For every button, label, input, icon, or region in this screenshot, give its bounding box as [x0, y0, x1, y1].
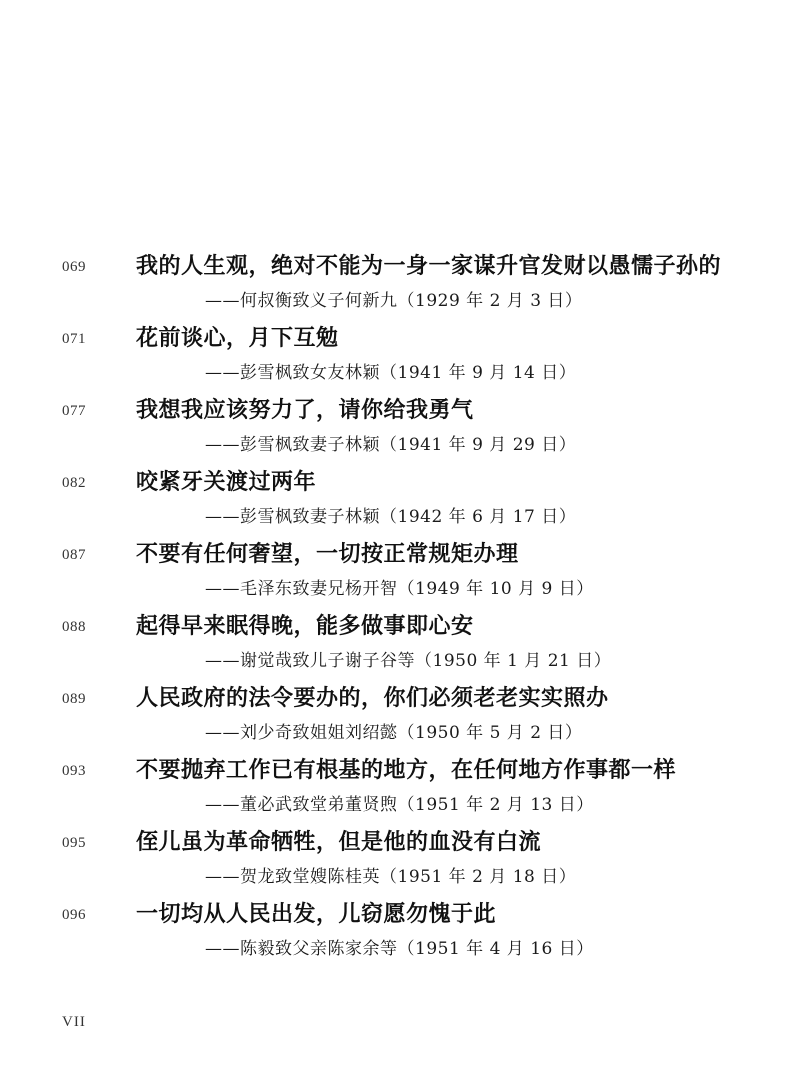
toc-title[interactable]: 侄儿虽为革命牺牲，但是他的血没有白流 — [136, 829, 542, 855]
toc-source: ——谢觉哉致儿子谢子谷等（1950 年 1 月 21 日） — [205, 651, 612, 671]
toc-source: ——董必武致堂弟董贤煦（1951 年 2 月 13 日） — [205, 795, 594, 815]
page-folio: VII — [62, 1014, 86, 1030]
toc-entry[interactable] — [0, 892, 790, 964]
toc-title[interactable]: 一切均从人民出发，儿窃愿勿愧于此 — [136, 901, 497, 927]
toc-source: ——彭雪枫致女友林颖（1941 年 9 月 14 日） — [205, 363, 577, 383]
toc-entry[interactable] — [0, 460, 790, 532]
toc-entry[interactable] — [0, 316, 790, 388]
toc-page-number: 095 — [62, 835, 86, 851]
toc-title[interactable]: 不要抛弃工作已有根基的地方，在任何地方作事都一样 — [136, 757, 677, 783]
toc-title[interactable]: 我的人生观，绝对不能为一身一家谋升官发财以愚懦子孙的 — [136, 253, 722, 279]
toc-title[interactable]: 我想我应该努力了，请你给我勇气 — [136, 397, 474, 423]
toc-page-number: 071 — [62, 331, 86, 347]
toc-source: ——彭雪枫致妻子林颖（1941 年 9 月 29 日） — [205, 435, 577, 455]
toc-entry[interactable] — [0, 604, 790, 676]
toc-entry[interactable] — [0, 244, 790, 316]
toc-title[interactable]: 起得早来眠得晚，能多做事即心安 — [136, 613, 474, 639]
toc-page-number: 088 — [62, 619, 86, 635]
toc-entry[interactable] — [0, 748, 790, 820]
toc-entry[interactable] — [0, 388, 790, 460]
toc-page-number: 096 — [62, 907, 86, 923]
toc-title[interactable]: 咬紧牙关渡过两年 — [136, 469, 317, 495]
toc-title[interactable]: 花前谈心，月下互勉 — [136, 325, 339, 351]
table-of-contents — [0, 244, 790, 964]
toc-source: ——陈毅致父亲陈家余等（1951 年 4 月 16 日） — [205, 939, 594, 959]
toc-page-number: 093 — [62, 763, 86, 779]
toc-entry[interactable] — [0, 532, 790, 604]
toc-page-number: 069 — [62, 259, 86, 275]
toc-entry[interactable] — [0, 676, 790, 748]
toc-entry[interactable] — [0, 820, 790, 892]
toc-title[interactable]: 不要有任何奢望，一切按正常规矩办理 — [136, 541, 519, 567]
toc-page-number: 089 — [62, 691, 86, 707]
toc-source: ——刘少奇致姐姐刘绍懿（1950 年 5 月 2 日） — [205, 723, 583, 743]
toc-title[interactable]: 人民政府的法令要办的，你们必须老老实实照办 — [136, 685, 609, 711]
toc-page-number: 077 — [62, 403, 86, 419]
toc-source: ——毛泽东致妻兄杨开智（1949 年 10 月 9 日） — [205, 579, 594, 599]
toc-page-number: 087 — [62, 547, 86, 563]
toc-source: ——彭雪枫致妻子林颖（1942 年 6 月 17 日） — [205, 507, 577, 527]
toc-page-number: 082 — [62, 475, 86, 491]
toc-source: ——何叔衡致义子何新九（1929 年 2 月 3 日） — [205, 291, 583, 311]
toc-source: ——贺龙致堂嫂陈桂英（1951 年 2 月 18 日） — [205, 867, 577, 887]
